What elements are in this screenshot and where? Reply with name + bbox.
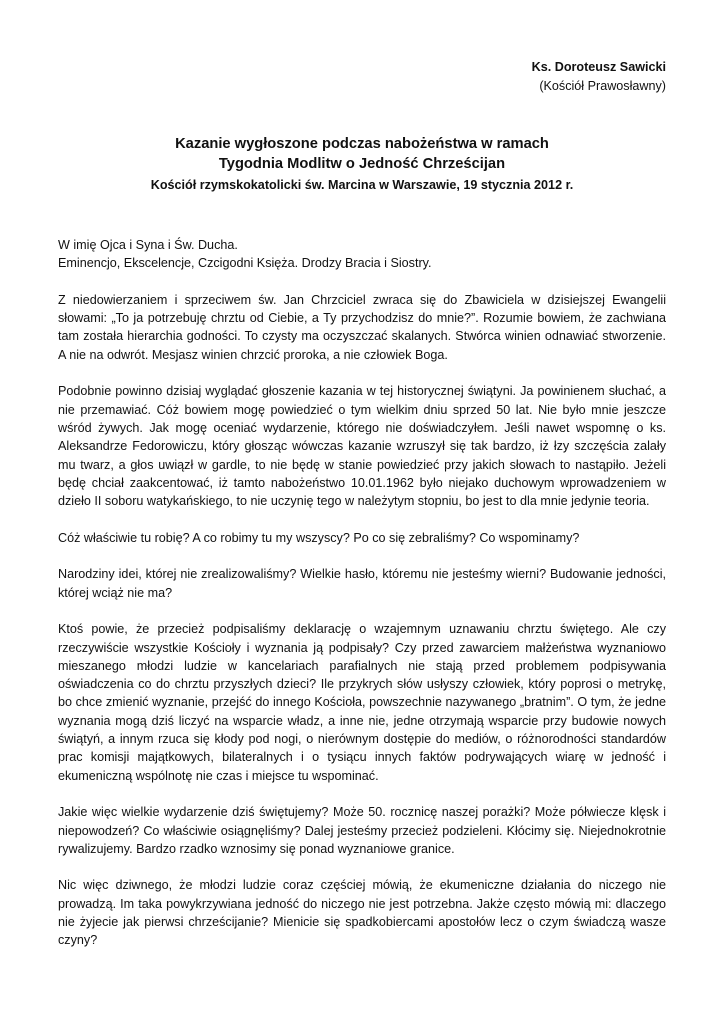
sermon-title xyxy=(58,134,666,196)
author-name: Ks. Doroteusz Sawicki xyxy=(531,60,666,74)
title-subtitle: Kościół rzymskokatolicki św. Marcina w Warszawie, 19 stycznia 2012 r. xyxy=(150,178,574,192)
body-paragraph: Narodziny idei, której nie zrealizowaliśmy? Wielkie hasło, któremu nie jesteśmy wierni? Budowanie jedności, której wciąż nie ma? xyxy=(58,567,666,600)
title-line-1: Kazanie wygłoszone podczas nabożeństwa w ramach xyxy=(175,136,549,152)
sermon-body xyxy=(58,236,666,950)
greeting-paragraph xyxy=(58,236,666,273)
document-page xyxy=(58,58,666,968)
body-paragraph: Jakie więc wielkie wydarzenie dziś świętujemy? Może 50. rocznicę naszej porażki? Może półwiecze klęsk i niepowodzeń? Co właściwie osiągnęliśmy? Dalej jesteśmy przecież podzieleni. Kłócimy się. Niejednokrotnie rywalizujemy. Bardzo rzadko wznosimy się ponad wyznaniowe granice. xyxy=(58,805,666,856)
greeting-line: W imię Ojca i Syna i Św. Ducha. xyxy=(58,238,238,252)
body-paragraph: Nic więc dziwnego, że młodzi ludzie coraz częściej mówią, że ekumeniczne działania do niczego nie prowadzą. Im taka powykrzywiana jedność do niczego nie jest potrzebna. Jakże często mówią mi: dlaczego nie żyjecie jak pierwsi chrześcijanie? Mienicie się spadkobiercami apostołów lecz o czym świadczą wasze czyny? xyxy=(58,878,666,948)
body-paragraph: Cóż właściwie tu robię? A co robimy tu my wszyscy? Po co się zebraliśmy? Co wspominamy? xyxy=(58,530,580,545)
author-affiliation: (Kościół Prawosławny) xyxy=(539,79,666,93)
author-block xyxy=(58,58,666,96)
body-paragraph: Z niedowierzaniem i sprzeciwem św. Jan Chrzciciel zwraca się do Zbawiciela w dzisiejszej Ewangelii słowami: „To ja potrzebuję chrztu od Ciebie, a Ty przychodzisz do mnie?”. Rozumie bowiem, że zachwiana tam została hierarchia godności. To czysty ma oczyszczać skalanych. Stwórca winien odnawiać stworzenie. A nie na odwrót. Mesjasz winien chrzcić proroka, a nie człowiek Boga. xyxy=(58,292,666,362)
greeting-line: Eminencjo, Ekscelencje, Czcigodni Księża. Drodzy Bracia i Siostry. xyxy=(58,256,432,271)
body-paragraph: Ktoś powie, że przecież podpisaliśmy deklarację o wzajemnym uznawaniu chrztu świętego. Ale czy rzeczywiście wszystkie Kościoły i wyznania ją podpisały? Czy przed zawarciem małżeństwa wyznaniowo mieszanego młodzi ludzie w kancelariach parafialnych nie stają przed problemem podpisywania oświadczenia co do chrztu przyszłych dzieci? Ile przykrych słów usłyszy człowiek, który poprosi o metrykę, bo chce zmienić wyznanie, przejść do innego Kościoła, powszechnie nazywanego „bratnim”. O tym, że jedne wyznania mogą dziś liczyć na wsparcie władz, a inne nie, jedne otrzymają wsparcie przy budowie nowych świątyń, a innym rzuca się kłody pod nogi, o nierównym dostępie do mediów, o różnorodności standardów prac komisji majątkowych, bilateralnych i o tysiącu innych faktów podrywających wiarę w jedność i ekumeniczną wspólnotę nie czas i miejsce tu wspominać. xyxy=(58,622,666,783)
body-paragraph: Podobnie powinno dzisiaj wyglądać głoszenie kazania w tej historycznej świątyni. Ja powinienem słuchać, a nie przemawiać. Cóż bowiem mogę powiedzieć o tym wielkim dniu sprzed 50 lat. Nie było mnie jeszcze wśród żywych. Jak mogę oceniać wydarzenie, którego nie doświadczyłem. Jeśli nawet wspomnę o ks. Aleksandrze Fedorowiczu, który głosząc wówczas kazanie wzruszył się tak bardzo, iż łzy szczęścia zalały mu twarz, a głos uwiązł w gardle, to nie będę w stanie powiedzieć przy jakich słowach to nastąpiło. Jeżeli będę chciał zaakcentować, iż tamto nabożeństwo 10.01.1962 było niejako duchowym wprowadzeniem w dzieło II soboru watykańskiego, to nie uczynię tego w należytym stopniu, bo jest to dla mnie jedynie teoria. xyxy=(58,384,666,509)
title-line-2: Tygodnia Modlitw o Jedność Chrześcijan xyxy=(218,156,506,172)
